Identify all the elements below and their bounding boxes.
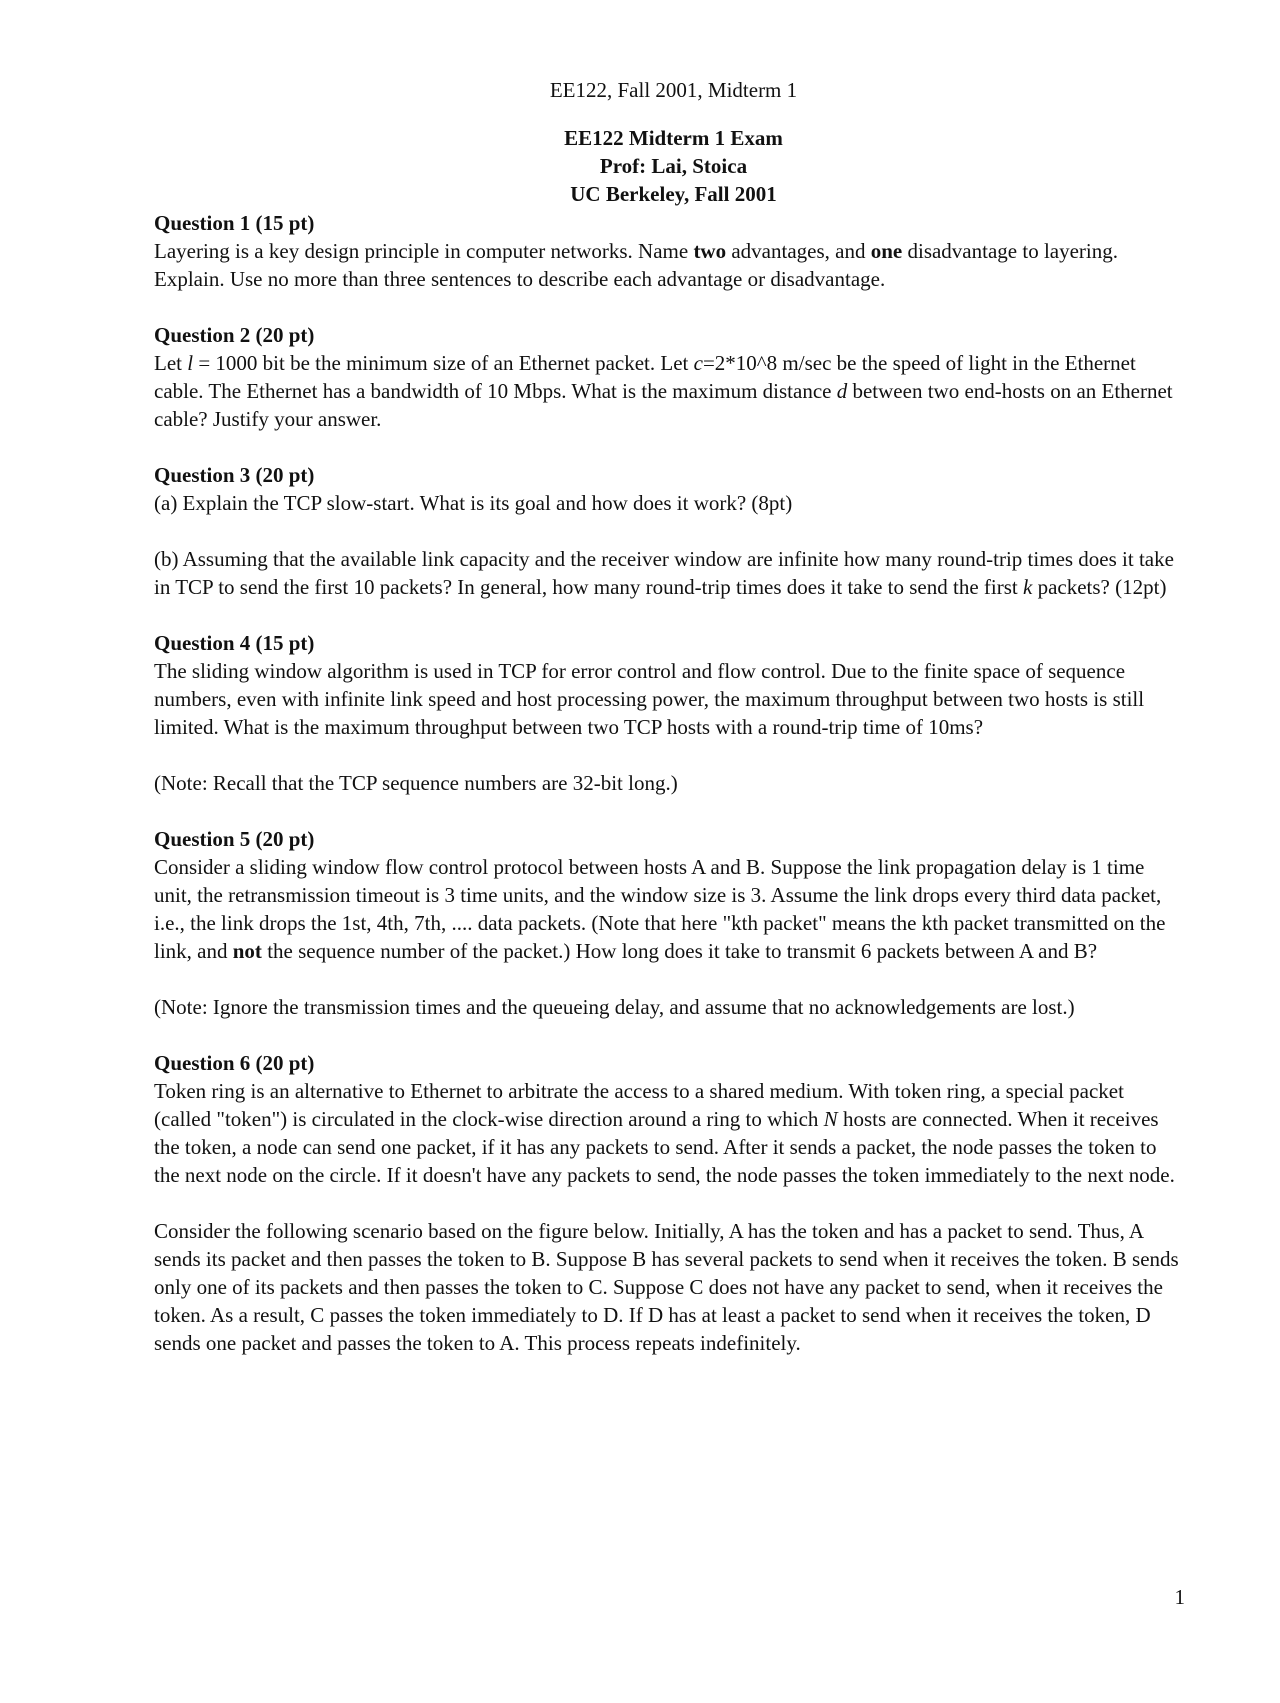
- exam-content: [154, 209, 1184, 1385]
- question-4-text: The sliding window algorithm is used in TCP for error control and flow control. Due to the finite space of sequence numbers, even with infinite link speed and host processing power, the maximum throughput between two hosts is still limited. What is the maximum throughput between two TCP hosts with a round-trip time of 10ms?: [154, 659, 1145, 739]
- running-header: EE122, Fall 2001, Midterm 1: [549, 78, 798, 102]
- question-3b-text: [154, 545, 1184, 601]
- variable-k: k: [1023, 575, 1033, 599]
- text-run: advantages, and: [726, 239, 871, 263]
- text-run: the sequence number of the packet.) How long does it take to transmit 6 packets between A and B?: [261, 939, 1098, 963]
- question-5-heading: Question 5 (20 pt): [154, 827, 315, 851]
- text-run: hosts are connected. When it receives the token, a node can send one packet, if it has any packets to send. After it sends a packet, the node passes the token to the next node on the circle. If it doesn't have any packets to send, the node passes the token immediately to the next node.: [154, 1107, 1175, 1187]
- question-2-text: [154, 349, 1184, 433]
- text-run: Token ring is an alternative to Ethernet to arbitrate the access to a shared medium. With token ring, a special packet (called "token") is circulated in the clock-wise direction around a ring to which: [154, 1079, 1124, 1131]
- emphasis-two: two: [693, 239, 727, 263]
- question-3a-text: (a) Explain the TCP slow-start. What is its goal and how does it work? (8pt): [154, 491, 793, 515]
- variable-d: d: [836, 379, 848, 403]
- text-run: Let: [154, 351, 188, 375]
- question-5-text: [154, 853, 1184, 965]
- page-number: 1: [1174, 1585, 1185, 1609]
- question-5: [154, 825, 1184, 1021]
- question-5-note: (Note: Ignore the transmission times and the queueing delay, and assume that no acknowledgements are lost.): [154, 995, 1075, 1019]
- question-1: [154, 209, 1184, 293]
- emphasis-one: one: [870, 239, 903, 263]
- question-6-heading: Question 6 (20 pt): [154, 1051, 315, 1075]
- text-run: disadvantage to layering. Explain. Use no more than three sentences to describe each advantage or disadvantage.: [154, 239, 1118, 291]
- question-4-heading: Question 4 (15 pt): [154, 631, 315, 655]
- question-6: [154, 1049, 1184, 1357]
- emphasis-not: not: [232, 939, 262, 963]
- question-3: [154, 461, 1184, 601]
- text-run: Consider a sliding window flow control protocol between hosts A and B. Suppose the link propagation delay is 1 time unit, the retransmission timeout is 3 time units, and the window size is 3. Assume the link drops every third data packet, i.e., the link drops the 1st, 4th, 7th, .... data packets. (Note that here "kth packet" means the kth packet transmitted on the link, and: [154, 855, 1166, 963]
- text-run: =2*10^8 m/sec be the speed of light in the Ethernet cable. The Ethernet has a bandwidth of 10 Mbps. What is the maximum distance: [154, 351, 1136, 403]
- question-1-heading: Question 1 (15 pt): [154, 211, 315, 235]
- question-1-text: [154, 237, 1184, 293]
- text-run: (b) Assuming that the available link capacity and the receiver window are infinite how many round-trip times does it take in TCP to send the first 10 packets? In general, how many round-trip times does it take to send the first: [154, 547, 1174, 599]
- question-2: [154, 321, 1184, 433]
- text-run: Layering is a key design principle in computer networks. Name: [154, 239, 694, 263]
- text-run: = 1000 bit be the minimum size of an Ethernet packet. Let: [193, 351, 694, 375]
- exam-title: EE122 Midterm 1 Exam: [564, 126, 783, 150]
- question-4-note: (Note: Recall that the TCP sequence numbers are 32-bit long.): [154, 771, 678, 795]
- text-run: packets? (12pt): [1032, 575, 1167, 599]
- question-3-heading: Question 3 (20 pt): [154, 463, 315, 487]
- exam-title-block: [0, 124, 1280, 208]
- question-4: [154, 629, 1184, 797]
- text-run: between two end-hosts on an Ethernet cable? Justify your answer.: [154, 379, 1173, 431]
- variable-n: N: [823, 1107, 838, 1131]
- question-6-text: [154, 1077, 1184, 1189]
- variable-c: c: [693, 351, 703, 375]
- exam-institution: UC Berkeley, Fall 2001: [570, 182, 777, 206]
- question-6-scenario: Consider the following scenario based on the figure below. Initially, A has the token and has a packet to send. Thus, A sends its packet and then passes the token to B. Suppose B has several packets to send when it receives the token. B sends only one of its packets and then passes the token to C. Suppose C does not have any packet to send, when it receives the token. As a result, C passes the token immediately to D. If D has at least a packet to send when it receives the token, D sends one packet and passes the token to A. This process repeats indefinitely.: [154, 1219, 1179, 1355]
- variable-l: l: [187, 351, 194, 375]
- question-2-heading: Question 2 (20 pt): [154, 323, 315, 347]
- exam-professors: Prof: Lai, Stoica: [599, 154, 748, 178]
